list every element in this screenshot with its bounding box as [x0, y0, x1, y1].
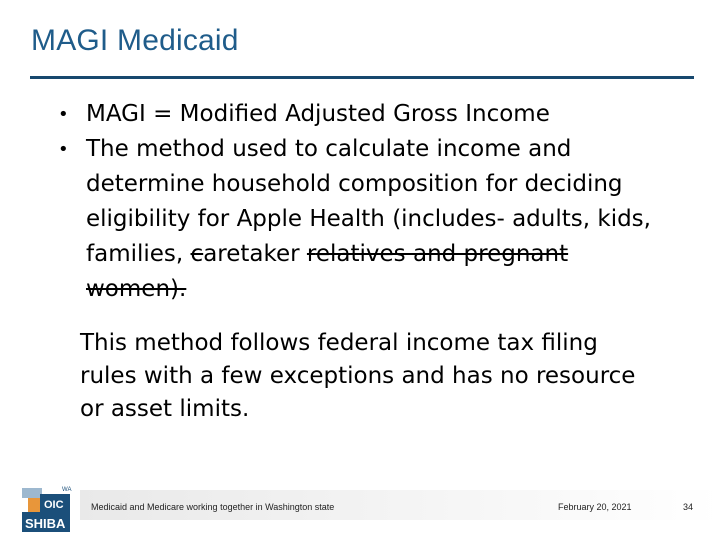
footer-caption: Medicaid and Medicare working together in Washington state — [91, 502, 335, 512]
bullet-item — [58, 132, 658, 307]
struck-text: elatives and pregnant women). — [86, 241, 569, 302]
footer-date: February 20, 2021 — [558, 502, 632, 512]
slide-title: MAGI Medicaid — [31, 24, 239, 57]
logo-block — [22, 488, 42, 498]
page-number: 34 — [683, 502, 694, 512]
struck-text: c — [190, 241, 204, 267]
body-paragraph: This method follows federal income tax filing rules with a few exceptions and has no resource or asset limits. — [80, 330, 636, 422]
bullet-text-part: aretaker — [203, 241, 307, 267]
struck-text: r — [306, 241, 316, 267]
logo-block — [28, 498, 40, 512]
bullet-dot-icon: • — [58, 104, 69, 125]
bullet-list — [58, 97, 658, 307]
logo-wa-text: WA — [62, 487, 72, 493]
bullet-text-part: The method used to calculate income and determine household composition for deciding eligibility for Apple Health (includes- adults, kids, families, — [86, 136, 651, 267]
shiba-logo — [22, 478, 74, 534]
title-underline — [30, 76, 694, 79]
bullet-item — [58, 97, 658, 132]
bullet-dot-icon: • — [58, 139, 69, 160]
bullet-text: MAGI = Modified Adjusted Gross Income — [86, 101, 550, 127]
logo-oic-text: OIC — [44, 499, 64, 511]
logo-shiba-text: SHIBA — [25, 516, 66, 531]
